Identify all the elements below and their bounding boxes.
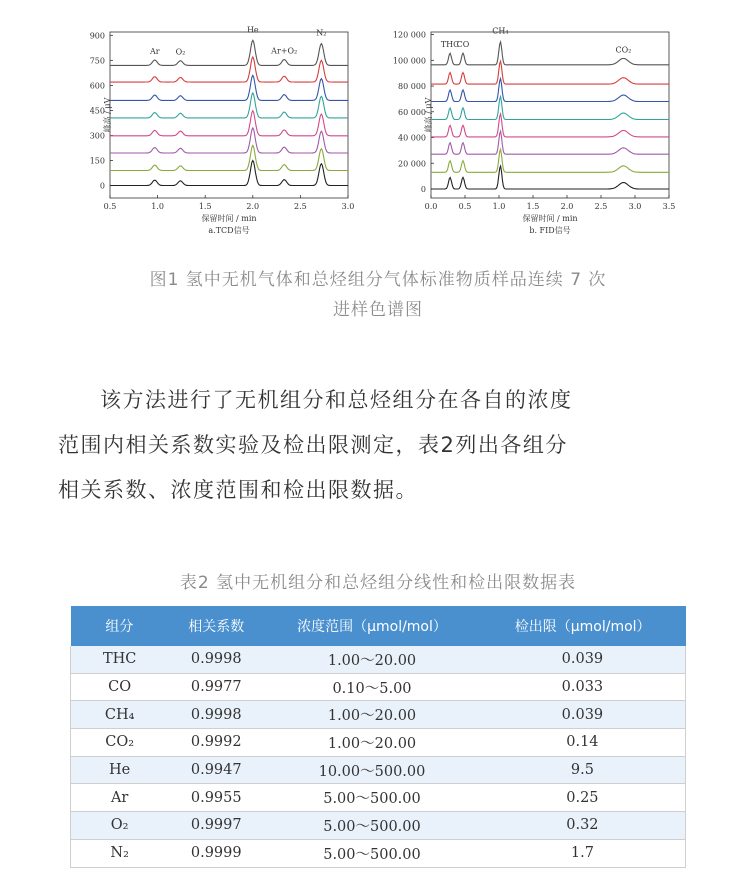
x-tick-label: 3.0 bbox=[628, 202, 642, 211]
cell-correlation: 0.9992 bbox=[168, 729, 264, 757]
cell-correlation: 0.9997 bbox=[168, 812, 264, 840]
x-tick-label: 1.0 bbox=[151, 202, 164, 211]
peak-label: Ar+O₂ bbox=[271, 46, 298, 56]
y-axis-label: 峰高 / μV bbox=[103, 97, 112, 133]
x-tick-label: 0.0 bbox=[424, 202, 438, 211]
cell-component: Ar bbox=[71, 784, 169, 812]
cell-concentration-range: 5.00～500.00 bbox=[264, 784, 480, 812]
cell-detection-limit: 0.32 bbox=[480, 812, 686, 840]
y-axis-label: 峰高 / μV bbox=[424, 97, 433, 133]
cell-concentration-range: 10.00～500.00 bbox=[264, 756, 480, 784]
cell-concentration-range: 5.00～500.00 bbox=[264, 839, 480, 867]
peak-label: N₂ bbox=[316, 28, 327, 38]
y-tick-label: 100 000 bbox=[392, 56, 426, 66]
cell-concentration-range: 0.10～5.00 bbox=[264, 673, 480, 701]
y-tick-label: 120 000 bbox=[392, 30, 426, 40]
x-tick-label: 3.5 bbox=[662, 202, 676, 211]
y-tick-label: 80 000 bbox=[398, 82, 426, 92]
cell-correlation: 0.9999 bbox=[168, 839, 264, 867]
chromatogram-trace bbox=[110, 161, 348, 186]
x-tick-label: 0.5 bbox=[458, 202, 472, 211]
figure-caption-line: 进样色谱图 bbox=[333, 300, 423, 320]
data-table bbox=[70, 606, 686, 868]
table-row bbox=[71, 756, 686, 784]
chromatogram-trace bbox=[110, 128, 348, 153]
cell-component: He bbox=[71, 756, 169, 784]
cell-concentration-range: 1.00～20.00 bbox=[264, 646, 480, 673]
chromatogram-trace bbox=[431, 166, 669, 189]
y-tick-label: 20 000 bbox=[398, 159, 426, 169]
header-component: 组分 bbox=[71, 606, 169, 646]
x-tick-label: 2.0 bbox=[560, 202, 574, 211]
x-tick-label: 1.5 bbox=[198, 202, 212, 211]
chromatogram-figure bbox=[0, 0, 756, 250]
peak-label: CH₄ bbox=[492, 26, 509, 36]
table-row bbox=[71, 646, 686, 673]
peak-label: He bbox=[246, 25, 259, 35]
chart-subtitle: b. FID信号 bbox=[529, 226, 571, 235]
peak-label: CO₂ bbox=[615, 45, 632, 55]
peak-label: Ar bbox=[149, 47, 160, 57]
cell-detection-limit: 0.25 bbox=[480, 784, 686, 812]
x-axis-label: 保留时间 / min bbox=[201, 214, 257, 223]
chromatogram-trace bbox=[110, 75, 348, 100]
chart-subtitle: a.TCD信号 bbox=[208, 226, 250, 235]
y-tick-label: 900 bbox=[89, 31, 105, 41]
paragraph-line: 该方法进行了无机组分和总烃组分在各自的浓度 bbox=[100, 388, 573, 412]
body-paragraph bbox=[58, 378, 708, 513]
table-row bbox=[71, 784, 686, 812]
x-tick-label: 1.0 bbox=[492, 202, 506, 211]
table-header-row bbox=[71, 606, 686, 646]
cell-detection-limit: 0.14 bbox=[480, 729, 686, 757]
cell-concentration-range: 1.00～20.00 bbox=[264, 701, 480, 729]
y-tick-label: 300 bbox=[89, 131, 105, 141]
figure-caption bbox=[40, 265, 716, 325]
x-tick-label: 0.5 bbox=[103, 202, 117, 211]
paragraph-line: 范围内相关系数实验及检出限测定，表2列出各组分 bbox=[58, 433, 568, 457]
chromatogram-trace bbox=[431, 79, 669, 102]
y-tick-label: 600 bbox=[89, 81, 105, 91]
peak-label: THC bbox=[440, 40, 460, 50]
cell-component: O₂ bbox=[71, 812, 169, 840]
cell-concentration-range: 1.00～20.00 bbox=[264, 729, 480, 757]
cell-correlation: 0.9977 bbox=[168, 673, 264, 701]
chromatogram-trace bbox=[110, 93, 348, 118]
table-row bbox=[71, 729, 686, 757]
chromatogram-trace bbox=[431, 114, 669, 137]
cell-detection-limit: 0.039 bbox=[480, 701, 686, 729]
cell-detection-limit: 0.039 bbox=[480, 646, 686, 673]
cell-detection-limit: 0.033 bbox=[480, 673, 686, 701]
cell-correlation: 0.9955 bbox=[168, 784, 264, 812]
header-correlation: 相关系数 bbox=[168, 606, 264, 646]
table-row bbox=[71, 812, 686, 840]
plot-frame bbox=[431, 32, 669, 198]
y-tick-label: 0 bbox=[99, 181, 105, 191]
y-tick-label: 150 bbox=[89, 156, 105, 166]
x-tick-label: 2.0 bbox=[246, 202, 260, 211]
cell-component: CO bbox=[71, 673, 169, 701]
x-axis-label: 保留时间 / min bbox=[522, 214, 578, 223]
peak-label: CO bbox=[456, 40, 470, 50]
y-tick-label: 60 000 bbox=[398, 107, 426, 117]
cell-correlation: 0.9998 bbox=[168, 646, 264, 673]
chromatogram-trace bbox=[110, 111, 348, 136]
table-caption: 表2 氢中无机组分和总烃组分线性和检出限数据表 bbox=[179, 573, 577, 593]
cell-correlation: 0.9947 bbox=[168, 756, 264, 784]
table-row bbox=[71, 701, 686, 729]
figure-caption-line: 图1 氢中无机气体和总烃组分气体标准物质样品连续 7 次 bbox=[149, 270, 607, 290]
cell-concentration-range: 5.00～500.00 bbox=[264, 812, 480, 840]
plot-frame bbox=[110, 32, 348, 198]
cell-component: CO₂ bbox=[71, 729, 169, 757]
y-tick-label: 450 bbox=[89, 106, 105, 116]
y-tick-label: 750 bbox=[89, 56, 105, 66]
y-tick-label: 40 000 bbox=[398, 133, 426, 143]
cell-detection-limit: 9.5 bbox=[480, 756, 686, 784]
cell-detection-limit: 1.7 bbox=[480, 839, 686, 867]
x-tick-label: 2.5 bbox=[594, 202, 608, 211]
y-tick-label: 0 bbox=[420, 184, 426, 194]
header-detection-limit: 检出限（μmol/mol） bbox=[480, 606, 686, 646]
chromatogram-trace bbox=[110, 57, 348, 82]
paragraph-line: 相关系数、浓度范围和检出限数据。 bbox=[58, 478, 418, 502]
table-row bbox=[71, 839, 686, 867]
chromatogram-trace bbox=[110, 40, 348, 65]
x-tick-label: 3.0 bbox=[341, 202, 355, 211]
x-tick-label: 1.5 bbox=[526, 202, 540, 211]
peak-label: O₂ bbox=[175, 47, 186, 57]
cell-correlation: 0.9998 bbox=[168, 701, 264, 729]
header-concentration-range: 浓度范围（μmol/mol） bbox=[264, 606, 480, 646]
x-tick-label: 2.5 bbox=[294, 202, 307, 211]
table-row bbox=[71, 673, 686, 701]
cell-component: N₂ bbox=[71, 839, 169, 867]
chromatogram-trace bbox=[431, 131, 669, 154]
cell-component: CH₄ bbox=[71, 701, 169, 729]
cell-component: THC bbox=[71, 646, 169, 673]
chromatogram-trace bbox=[110, 145, 348, 170]
